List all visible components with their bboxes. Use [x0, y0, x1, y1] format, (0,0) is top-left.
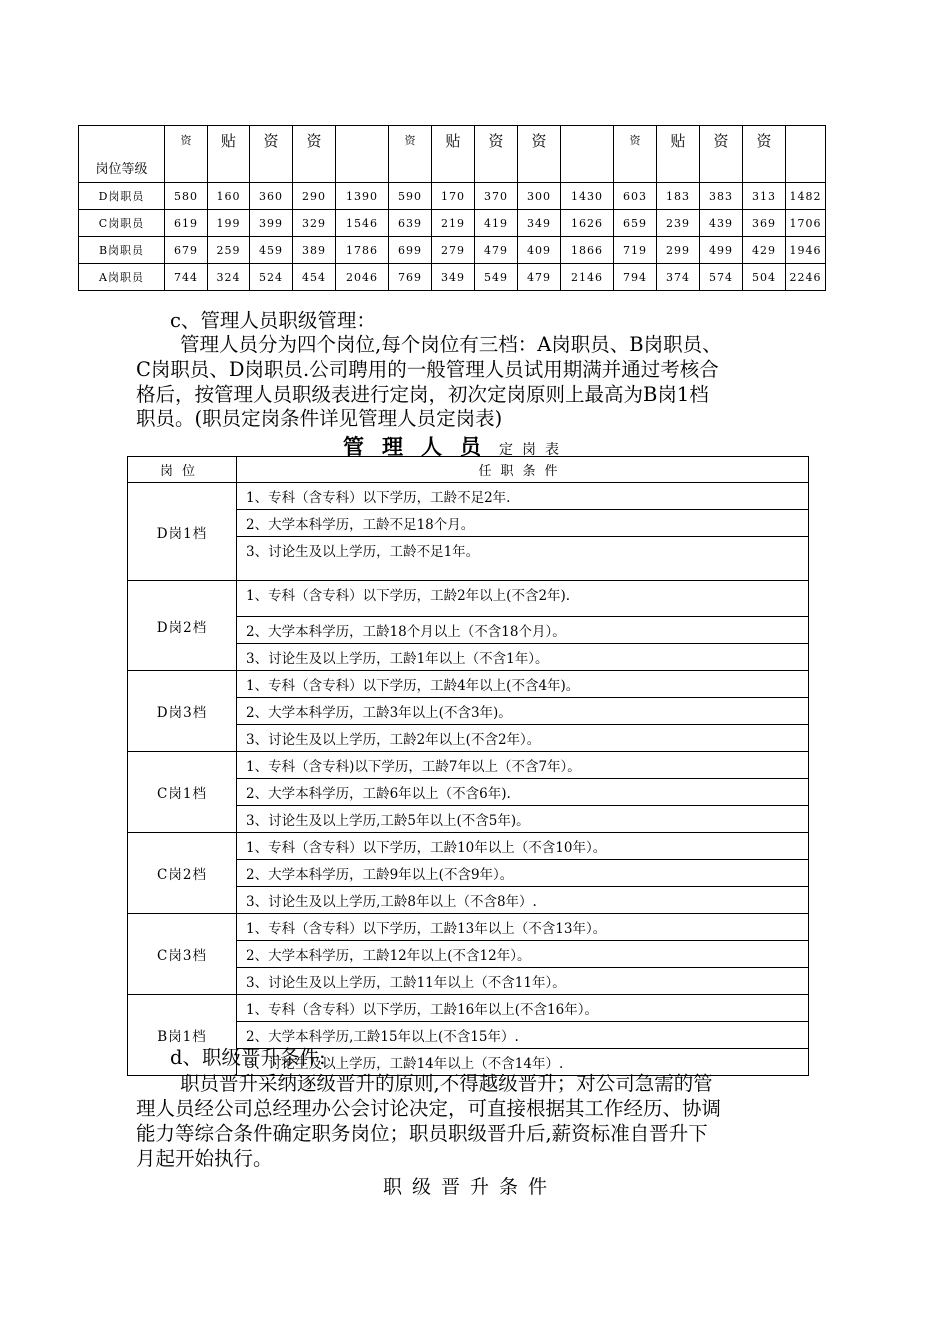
salary-cell: 370 — [475, 183, 518, 210]
salary-cell: 183 — [657, 183, 700, 210]
header-cell: 资 — [700, 126, 743, 183]
qual-condition: 3、讨论生及以上学历，工龄不足1年。 — [237, 537, 809, 581]
salary-cell: 239 — [657, 210, 700, 237]
qual-position: B岗1档 — [128, 995, 237, 1076]
header-cell: 资 — [250, 126, 293, 183]
salary-cell: 324 — [208, 264, 250, 291]
qual-position: C岗2档 — [128, 833, 237, 914]
salary-cell: 1430 — [561, 183, 614, 210]
salary-cell: 590 — [389, 183, 432, 210]
qual-row — [128, 752, 809, 779]
salary-cell: 744 — [165, 264, 208, 291]
qual-condition: 2、大学本科学历，工龄18个月以上（不含18个月）。 — [237, 617, 809, 644]
salary-cell: 659 — [614, 210, 657, 237]
header-cell: 资 — [293, 126, 336, 183]
salary-cell: 1626 — [561, 210, 614, 237]
salary-cell: 290 — [293, 183, 336, 210]
qual-position: C岗1档 — [128, 752, 237, 833]
section-d-line: 月起开始执行。 — [136, 1147, 273, 1170]
header-cell — [336, 126, 389, 183]
salary-cell: 369 — [743, 210, 786, 237]
qual-row — [128, 483, 809, 510]
qual-row — [128, 914, 809, 941]
section-d-line: 职员晋升采纳逐级晋升的原则,不得越级晋升；对公司急需的管 — [180, 1072, 713, 1095]
header-cell: 资 — [389, 126, 432, 183]
salary-cell: 2246 — [786, 264, 826, 291]
qual-row — [128, 671, 809, 698]
section-c-line: 格后，按管理人员职级表进行定岗，初次定岗原则上最高为B岗1档 — [136, 383, 709, 406]
salary-cell: 1946 — [786, 237, 826, 264]
salary-cell: 1706 — [786, 210, 826, 237]
header-cell: 资 — [518, 126, 561, 183]
salary-cell: 580 — [165, 183, 208, 210]
qual-position: D岗2档 — [128, 581, 237, 671]
salary-cell: 1866 — [561, 237, 614, 264]
qual-position: C岗3档 — [128, 914, 237, 995]
qual-condition: 1、专科（含专科）以下学历，工龄不足2年. — [237, 483, 809, 510]
qual-condition: 2、大学本科学历，工龄9年以上(不含9年）。 — [237, 860, 809, 887]
salary-cell: 504 — [743, 264, 786, 291]
salary-cell: 679 — [165, 237, 208, 264]
salary-cell: 300 — [518, 183, 561, 210]
salary-cell: 349 — [432, 264, 475, 291]
salary-cell: 719 — [614, 237, 657, 264]
salary-row — [79, 210, 826, 237]
salary-cell: 2146 — [561, 264, 614, 291]
header-cell: 贴 — [432, 126, 475, 183]
qual-title-sub: 定岗表 — [499, 442, 568, 458]
qual-row — [128, 833, 809, 860]
section-d-heading: d、职级晋升条件: — [170, 1046, 326, 1069]
salary-cell: 170 — [432, 183, 475, 210]
salary-cell: 383 — [700, 183, 743, 210]
salary-cell: 279 — [432, 237, 475, 264]
salary-cell: 360 — [250, 183, 293, 210]
section-d-line: 能力等综合条件确定职务岗位；职员职级晋升后,薪资标准自晋升下 — [136, 1122, 708, 1145]
header-cell: 贴 — [657, 126, 700, 183]
salary-cell: 419 — [475, 210, 518, 237]
qual-table-header — [128, 457, 809, 483]
salary-cell: 199 — [208, 210, 250, 237]
qual-condition: 2、大学本科学历，工龄12年以上(不含12年）。 — [237, 941, 809, 968]
qual-condition: 3、讨论生及以上学历，工龄1年以上（不含1年）。 — [237, 644, 809, 671]
qual-condition: 2、大学本科学历，工龄不足18个月。 — [237, 510, 809, 537]
qualification-table — [127, 456, 809, 1076]
qual-condition: 2、大学本科学历，工龄6年以上（不含6年). — [237, 779, 809, 806]
qual-condition: 2、大学本科学历，工龄3年以上(不含3年)。 — [237, 698, 809, 725]
salary-cell: 399 — [250, 210, 293, 237]
salary-cell: 459 — [250, 237, 293, 264]
header-cell: 资 — [475, 126, 518, 183]
qual-title-main: 管理人员 — [343, 434, 499, 459]
salary-cell: 439 — [700, 210, 743, 237]
qual-condition: 1、专科（含专科）以下学历，工龄13年以上（不含13年）。 — [237, 914, 809, 941]
salary-cell: 2046 — [336, 264, 389, 291]
qual-condition: 1、专科（含专科）以下学历，工龄10年以上（不含10年）。 — [237, 833, 809, 860]
salary-cell: 313 — [743, 183, 786, 210]
qual-condition: 1、专科（含专科)以下学历，工龄7年以上（不含7年）。 — [237, 752, 809, 779]
header-cell: 资 — [743, 126, 786, 183]
section-c-heading: c、管理人员职级管理： — [170, 309, 376, 332]
salary-cell: 619 — [165, 210, 208, 237]
salary-row-label: A岗职员 — [79, 264, 165, 291]
section-d-line: 理人员经公司总经理办公会讨论决定，可直接根据其工作经历、协调 — [136, 1097, 722, 1120]
section-c-line: 管理人员分为四个岗位,每个岗位有三档：A岗职员、B岗职员、 — [180, 333, 722, 356]
qual-position: D岗3档 — [128, 671, 237, 752]
salary-row-label: B岗职员 — [79, 237, 165, 264]
qual-row — [128, 995, 809, 1022]
salary-cell: 1390 — [336, 183, 389, 210]
salary-cell: 1786 — [336, 237, 389, 264]
salary-cell: 639 — [389, 210, 432, 237]
qual-condition: 3、讨论生及以上学历，工龄2年以上(不含2年）。 — [237, 725, 809, 752]
salary-row-label: C岗职员 — [79, 210, 165, 237]
qual-condition: 3、讨论生及以上学历，工龄14年以上（不含14年）. — [237, 1049, 809, 1076]
salary-cell: 429 — [743, 237, 786, 264]
qual-condition: 3、讨论生及以上学历,工龄8年以上（不含8年）. — [237, 887, 809, 914]
header-cell: 资 — [165, 126, 208, 183]
salary-table-header — [79, 126, 826, 183]
salary-cell: 299 — [657, 237, 700, 264]
salary-cell: 549 — [475, 264, 518, 291]
header-cell — [561, 126, 614, 183]
salary-row — [79, 183, 826, 210]
salary-cell: 374 — [657, 264, 700, 291]
salary-row — [79, 237, 826, 264]
qual-position: D岗1档 — [128, 483, 237, 581]
header-cell: 资 — [614, 126, 657, 183]
salary-cell: 1482 — [786, 183, 826, 210]
qual-condition: 1、专科（含专科）以下学历，工龄16年以上(不含16年）。 — [237, 995, 809, 1022]
salary-cell: 259 — [208, 237, 250, 264]
salary-cell: 479 — [518, 264, 561, 291]
salary-cell: 574 — [700, 264, 743, 291]
promotion-title: 职级晋升条件 — [383, 1176, 558, 1198]
salary-cell: 454 — [293, 264, 336, 291]
salary-cell: 409 — [518, 237, 561, 264]
salary-cell: 479 — [475, 237, 518, 264]
salary-row — [79, 264, 826, 291]
salary-cell: 160 — [208, 183, 250, 210]
salary-cell: 499 — [700, 237, 743, 264]
header-pos: 岗位 — [128, 457, 237, 483]
salary-cell: 769 — [389, 264, 432, 291]
salary-cell: 794 — [614, 264, 657, 291]
salary-row-label: D岗职员 — [79, 183, 165, 210]
salary-cell: 524 — [250, 264, 293, 291]
salary-cell: 389 — [293, 237, 336, 264]
salary-cell: 1546 — [336, 210, 389, 237]
qual-condition: 3、讨论生及以上学历,工龄5年以上(不含5年)。 — [237, 806, 809, 833]
salary-cell: 603 — [614, 183, 657, 210]
qual-row — [128, 581, 809, 617]
qual-condition: 2、大学本科学历,工龄15年以上(不含15年）. — [237, 1022, 809, 1049]
section-c-line: C岗职员、D岗职员.公司聘用的一般管理人员试用期满并通过考核合 — [136, 358, 719, 381]
salary-cell: 699 — [389, 237, 432, 264]
section-c-line: 职员。(职员定岗条件详见管理人员定岗表) — [136, 407, 503, 430]
header-cond: 任职条件 — [237, 457, 809, 483]
salary-table — [78, 125, 826, 291]
header-cell: 岗位等级 — [79, 126, 165, 183]
header-cell — [786, 126, 826, 183]
salary-cell: 219 — [432, 210, 475, 237]
qual-condition: 1、专科（含专科）以下学历，工龄4年以上(不含4年)。 — [237, 671, 809, 698]
header-cell: 贴 — [208, 126, 250, 183]
qual-condition: 1、专科（含专科）以下学历，工龄2年以上(不含2年). — [237, 581, 809, 617]
qual-condition: 3、讨论生及以上学历，工龄11年以上（不含11年）。 — [237, 968, 809, 995]
salary-cell: 329 — [293, 210, 336, 237]
salary-cell: 349 — [518, 210, 561, 237]
